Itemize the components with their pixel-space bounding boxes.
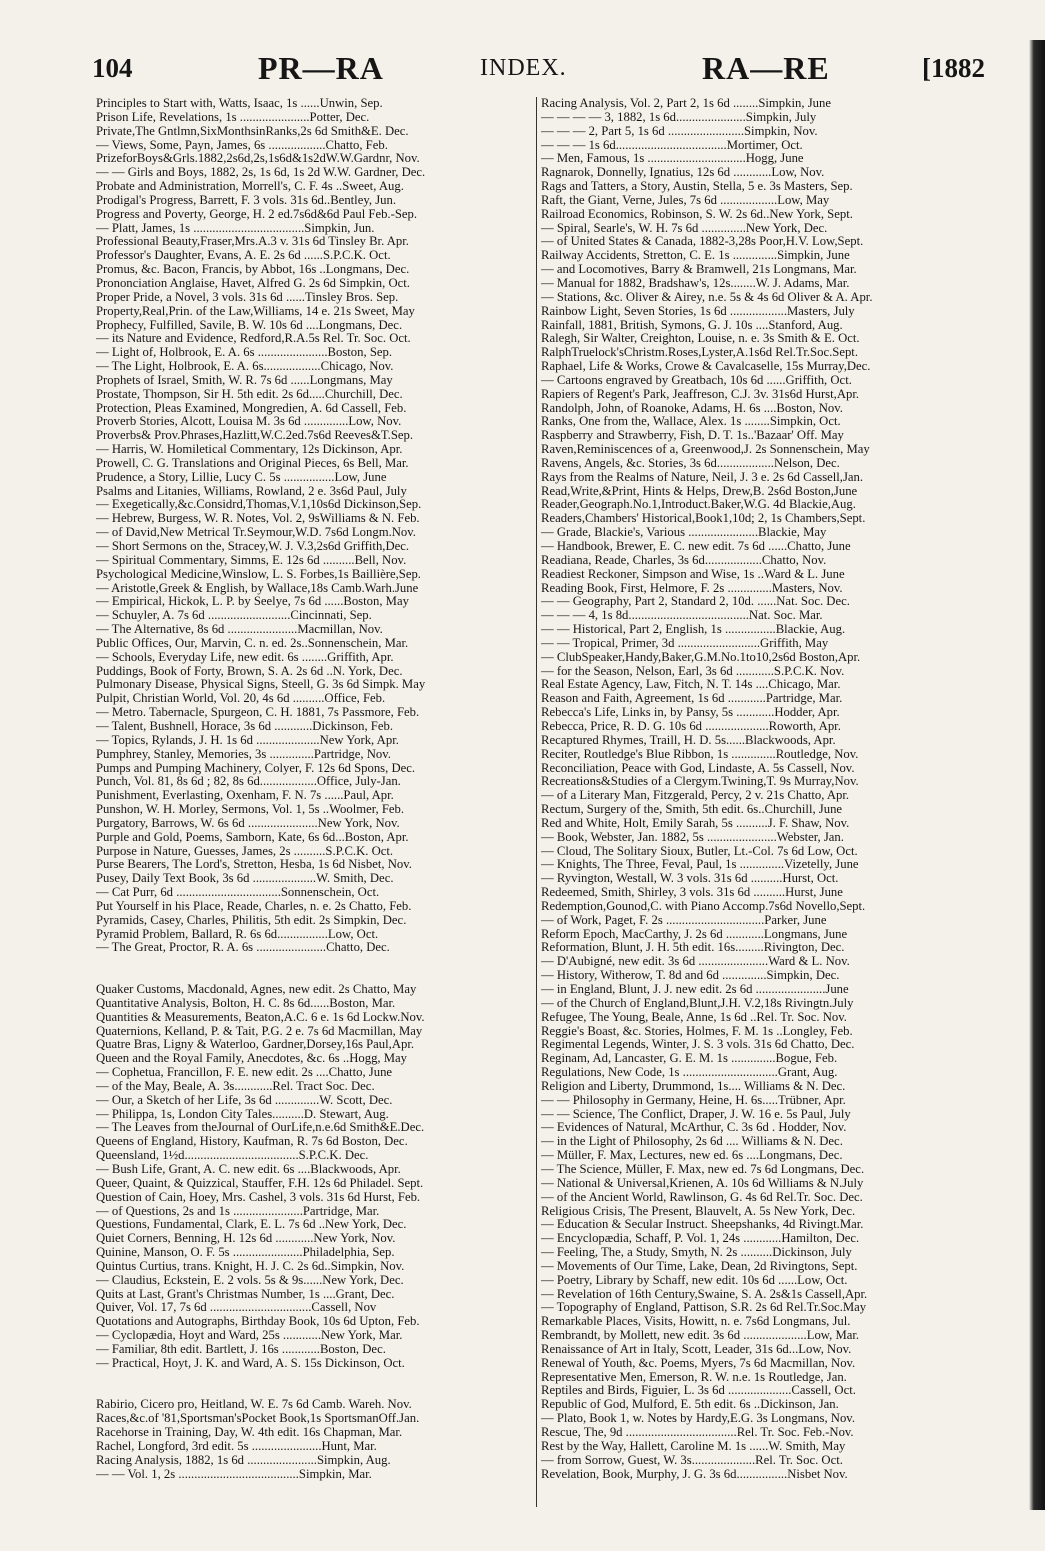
index-entry: Readiana, Reade, Charles, 3s 6d..................Chatto, Nov. [541, 553, 827, 567]
index-entry: Pulmonary Disease, Physical Signs, Steell, G. 3s 6d Simpk. May [96, 678, 426, 692]
index-entry: Purple and Gold, Poems, Samborn, Kate, 6s 6d...Boston, Apr. [96, 830, 409, 844]
index-entry: — — — 4, 1s 8d......................................Nat. Soc. Mar. [541, 609, 823, 623]
index-entry: RalphTruelock'sChristm.Roses,Lyster,A.1s6d Rel.Tr.Soc.Sept. [541, 346, 858, 360]
index-entry: Reformation, Blunt, J. H. 5th edit. 16s.........Rivington, Dec. [541, 941, 845, 955]
index-entry: Queer, Quaint, & Quizzical, Stauffer, F.H. 12s 6d Philadel. Sept. [96, 1176, 424, 1190]
index-entry: — Cat Purr, 6d .................................Sonnenschein, Oct. [96, 886, 380, 900]
index-entry: Progress and Poverty, George, H. 2 ed.7s6d&6d Paul Feb.-Sep. [96, 207, 418, 221]
index-entry: Queens of England, History, Kaufman, R. 7s 6d Boston, Dec. [96, 1135, 408, 1149]
index-entry: Prowell, C. G. Translations and Original Pieces, 6s Bell, Mar. [96, 456, 409, 470]
index-entry: Quaternions, Kelland, P. & Tait, P.G. 2 e. 7s 6d Macmillan, May [96, 1024, 423, 1038]
index-entry: Prononciation Anglaise, Havet, Alfred G. 2s 6d Simpkin, Oct. [96, 276, 410, 290]
index-entry: — Schuyler, A. 7s 6d ..........................Cincinnati, Sep. [96, 609, 372, 623]
index-entry: — Knights, The Three, Feval, Paul, 1s ..............Vizetelly, June [541, 858, 859, 872]
index-entry: Read,Write,&Print, Hints & Helps, Drew,B. 2s6d Boston,June [541, 484, 858, 498]
index-entry: — of a Literary Man, Fitzgerald, Percy, 2 v. 21s Chatto, Apr. [541, 789, 850, 803]
index-entry: Quiver, Vol. 17, 7s 6d ................................Cassell, Nov [96, 1301, 377, 1315]
index-entry: — Light of, Holbrook, E. A. 6s ......................Boston, Sep. [96, 346, 393, 360]
index-entry: Raft, the Giant, Verne, Jules, 7s 6d ..................Low, May [541, 193, 830, 207]
index-entry: Renewal of Youth, &c. Poems, Myers, 7s 6d Macmillan, Nov. [541, 1356, 856, 1370]
index-entry: Rapiers of Regent's Park, Jeaffreson, C.J. 3v. 31s6d Hurst,Apr. [541, 387, 860, 401]
index-entry: — in England, Blunt, J. J. new edit. 2s 6d ......................June [541, 983, 849, 996]
index-entry: — Our, a Sketch of her Life, 3s 6d ..............W. Scott, Dec. [96, 1093, 393, 1107]
index-entry: — Poetry, Library by Schaff, new edit. 10s 6d ......Low, Oct. [541, 1273, 848, 1287]
index-entry: Reading Book, First, Helmore, F. 2s ..............Masters, Nov. [541, 581, 843, 595]
page-header [0, 48, 1045, 88]
index-entry: Purse Bearers, The Lord's, Stretton, Hesba, 1s 6d Nisbet, Nov. [96, 858, 412, 872]
index-entry: Puddings, Book of Forty, Brown, S. A. 2s 6d ..N. York, Dec. [96, 664, 403, 678]
index-entry: — Short Sermons on the, Stracey,W. J. V.3,2s6d Griffith,Dec. [96, 540, 410, 553]
index-entry: Pusey, Daily Text Book, 3s 6d ....................W. Smith, Dec. [96, 872, 394, 886]
index-entry: Punch, Vol. 81, 8s 6d ; 82, 8s 6d..................Office, July-Jan. [96, 775, 401, 789]
index-entry: — — Science, The Conflict, Draper, J. W. 16 e. 5s Paul, July [541, 1107, 851, 1121]
index-entry: Rembrandt, by Mollett, new edit. 3s 6d ....................Low, Mar. [541, 1329, 860, 1343]
index-entry: — Claudius, Eckstein, E. 2 vols. 5s & 9s......New York, Dec. [96, 1273, 404, 1287]
index-entry: — D'Aubigné, new edit. 3s 6d ......................Ward & L. Nov. [541, 955, 850, 969]
index-entry: Remarkable Places, Visits, Howitt, n. e. 7s6d Longmans, Jul. [541, 1315, 851, 1329]
index-entry: Quotations and Autographs, Birthday Book, 10s 6d Upton, Feb. [96, 1315, 420, 1329]
index-entry: Probate and Administration, Morrell's, C. F. 4s ..Sweet, Aug. [96, 180, 404, 194]
index-entry: Quantitative Analysis, Bolton, H. C. 8s 6d......Boston, Mar. [96, 996, 396, 1010]
index-entry: — National & Universal,Krienen, A. 10s 6d Williams & N.July [541, 1176, 864, 1190]
index-entry: Renaissance of Art in Italy, Scott, Leader, 31s 6d...Low, Nov. [541, 1342, 852, 1356]
index-entry: Raven,Reminiscences of a, Greenwood,J. 2s Sonnenschein, May [541, 443, 870, 457]
index-entry: — Book, Webster, Jan. 1882, 5s ......................Webster, Jan. [541, 830, 844, 844]
index-entry: Religious Crisis, The Present, Blauvelt, A. 5s New York, Dec. [541, 1204, 856, 1218]
index-entry: — Handbook, Brewer, E. C. new edit. 7s 6d ......Chatto, June [541, 540, 851, 553]
index-entry: Republic of God, Mulford, E. 5th edit. 6s ..Dickinson, Jan. [541, 1398, 839, 1412]
index-entry: Ragnarok, Donnelly, Ignatius, 12s 6d ............Low, Nov. [541, 166, 825, 180]
index-entry: Rest by the Way, Hallett, Caroline M. 1s ......W. Smith, May [541, 1439, 846, 1453]
index-entry: — Hebrew, Burgess, W. R. Notes, Vol. 2, 9sWilliams & N. Feb. [96, 512, 420, 526]
index-entry: Real Estate Agency, Law, Fitch, N. T. 14s ....Chicago, Mar. [541, 678, 841, 692]
index-entry: — of the Church of England,Blunt,J.H. V.2,18s Rivingtn.July [541, 996, 854, 1010]
index-entry: — Topics, Rylands, J. H. 1s 6d ....................New York, Apr. [96, 733, 399, 747]
right-range-heading: RA—RE [702, 50, 830, 86]
index-entry: Rags and Tatters, a Story, Austin, Stella, 5 e. 3s Masters, Sep. [541, 180, 853, 194]
index-entry: — its Nature and Evidence, Redford,R.A.5s Rel. Tr. Soc. Oct. [96, 332, 411, 346]
index-entry: Raphael, Life & Works, Crowe & Cavalcaselle, 15s Murray,Dec. [541, 360, 871, 374]
index-entry: Rebecca, Price, R. D. G. 10s 6d ....................Roworth, Apr. [541, 719, 841, 733]
index-entry: Refugee, The Young, Beale, Anne, 1s 6d ..Rel. Tr. Soc. Nov. [541, 1010, 847, 1024]
index-entry: Reginam, Ad, Lancaster, G. E. M. 1s ..............Bogue, Feb. [541, 1052, 838, 1066]
index-entry: Professor's Daughter, Evans, A. E. 2s 6d ......S.P.C.K. Oct. [96, 249, 391, 263]
index-entry: — Metro. Tabernacle, Spurgeon, C. H. 1881, 7s Passmore, Feb. [96, 706, 420, 720]
index-entry: — Views, Some, Payn, James, 6s ..................Chatto, Feb. [96, 138, 388, 152]
index-entry: Raspberry and Strawberry, Fish, D. T. 1s..'Bazaar' Off. May [541, 429, 844, 443]
index-entry: — Men, Famous, 1s ...............................Hogg, June [541, 152, 804, 166]
index-entry: — Feeling, The, a Study, Smyth, N. 2s ..........Dickinson, July [541, 1246, 852, 1260]
index-entry: Prudence, a Story, Lillie, Lucy C. 5s ................Low, June [96, 470, 387, 484]
index-entry: Quantities & Measurements, Beaton,A.C. 6 e. 1s 6d Lockw.Nov. [96, 1010, 425, 1024]
index-entry: Readiest Reckoner, Simpson and Wise, 1s ..Ward & L. June [541, 567, 845, 581]
index-entry: Punshon, W. H. Morley, Sermons, Vol. 1, 5s ..Woolmer, Feb. [96, 803, 405, 817]
index-entry: — Harris, W. Homiletical Commentary, 12s Dickinson, Apr. [96, 443, 403, 457]
index-entry: Ralegh, Sir Walter, Creighton, Louise, n. e. 3s Smith & E. Oct. [541, 332, 860, 346]
index-entry: — Revelation of 16th Century,Swaine, S. A. 2s&1s Cassell,Apr. [541, 1287, 868, 1301]
left-range-heading: PR—RA [258, 50, 384, 86]
index-entry: Rainbow Light, Seven Stories, 1s 6d ..................Masters, July [541, 304, 855, 318]
index-entry: — from Sorrow, Guest, W. 3s....................Rel. Tr. Soc. Oct. [541, 1453, 843, 1467]
index-entry: — Aristotle,Greek & English, by Wallace,18s Camb.Warh.June [96, 581, 419, 595]
index-entry: — Movements of Our Time, Lake, Dean, 2d Rivingtons, Sept. [541, 1259, 858, 1273]
index-entry: — for the Season, Nelson, Earl, 3s 6d ............S.P.C.K. Nov. [541, 664, 845, 678]
index-entry: — ClubSpeaker,Handy,Baker,G.M.No.1to10,2s6d Boston,Apr. [541, 650, 861, 664]
index-entry: Races,&c.of '81,Sportsman'sPocket Book,1s SportsmanOff.Jan. [96, 1412, 420, 1426]
section-gap [96, 1371, 532, 1385]
index-entry: Proverbs& Prov.Phrases,Hazlitt,W.C.2ed.7s6d Reeves&T.Sep. [96, 429, 414, 443]
index-entry: Reconciliation, Peace with God, Lindaste, A. 5s Cassell, Nov. [541, 761, 855, 775]
index-entry: Prison Life, Revelations, 1s ......................Potter, Dec. [96, 110, 370, 124]
index-entry: — Ryvington, Westall, W. 3 vols. 31s 6d ..........Hurst, Oct. [541, 872, 839, 886]
index-entry: — and Locomotives, Barry & Bramwell, 21s Longmans, Mar. [541, 263, 857, 277]
index-entry: Quaker Customs, Macdonald, Agnes, new edit. 2s Chatto, May [96, 983, 417, 996]
index-entry: — The Leaves from theJournal of OurLife,n.e.6d Smith&E.Dec. [96, 1121, 425, 1135]
index-entry: — Talent, Bushnell, Horace, 3s 6d ............Dickinson, Feb. [96, 719, 393, 733]
index-entry: — Topography of England, Pattison, S.R. 2s 6d Rel.Tr.Soc.May [541, 1301, 867, 1315]
right-index-column [541, 97, 967, 1481]
index-entry: Reader,Geograph.No.1,Introduct.Baker,W.G. 4d Blackie,Aug. [541, 498, 856, 512]
index-entry: Randolph, John, of Roanoke, Adams, H. 6s ....Boston, Nov. [541, 401, 843, 415]
index-entry: — — Philosophy in Germany, Heine, H. 6s.....Trübner, Apr. [541, 1093, 846, 1107]
section-gap [96, 1384, 532, 1398]
index-entry: — Philippa, 1s, London City Tales..........D. Stewart, Aug. [96, 1107, 389, 1121]
index-entry: — — Tropical, Primer, 3d ..........................Griffith, May [541, 636, 829, 650]
index-entry: — Manual for 1882, Bradshaw's, 12s........W. J. Adams, Mar. [541, 276, 850, 290]
index-entry: Principles to Start with, Watts, Isaac, 1s ......Unwin, Sep. [96, 97, 383, 110]
index-entry: — — — — 3, 1882, 1s 6d......................Simpkin, July [541, 110, 817, 124]
index-entry: Readers,Chambers' Historical,Book1,10d; 2, 1s Chambers,Sept. [541, 512, 866, 526]
index-entry: Pyramids, Casey, Charles, Philitis, 5th edit. 2s Simpkin, Dec. [96, 913, 407, 927]
index-entry: — of the May, Beale, A. 3s............Rel. Tract Soc. Dec. [96, 1079, 375, 1093]
index-entry: — — Vol. 1, 2s ......................................Simpkin, Mar. [96, 1467, 372, 1481]
index-entry: Protection, Pleas Examined, Mongredien, A. 6d Cassell, Feb. [96, 401, 407, 415]
index-entry: — of the Ancient World, Rawlinson, G. 4s 6d Rel.Tr. Soc. Dec. [541, 1190, 863, 1204]
index-title: INDEX. [480, 55, 567, 81]
index-entry: — Evidences of Natural, McArthur, C. 3s 6d . Hodder, Nov. [541, 1121, 847, 1135]
index-entry: Ranks, One from the, Wallace, Alex. 1s ........Simpkin, Oct. [541, 415, 841, 429]
index-entry: Regimental Legends, Winter, J. S. 3 vols. 31s 6d Chatto, Dec. [541, 1038, 855, 1052]
index-entry: Racehorse in Training, Day, W. 4th edit. 16s Chapman, Mar. [96, 1426, 403, 1439]
index-entry: Promus, &c. Bacon, Francis, by Abbot, 16s ..Longmans, Dec. [96, 263, 410, 277]
index-entry: — Cloud, The Solitary Sioux, Butler, Lt.-Col. 7s 6d Low, Oct. [541, 844, 858, 858]
index-entry: — Cartoons engraved by Greatbach, 10s 6d ......Griffith, Oct. [541, 373, 852, 387]
index-entry: — Practical, Hoyt, J. K. and Ward, A. S. 15s Dickinson, Oct. [96, 1356, 405, 1370]
index-entry: — The Alternative, 8s 6d ......................Macmillan, Nov. [96, 623, 383, 637]
index-entry: Quiet Corners, Benning, H. 12s 6d ............New York, Nov. [96, 1232, 396, 1246]
index-entry: Reciter, Routledge's Blue Ribbon, 1s ..............Routledge, Nov. [541, 747, 859, 761]
index-entry: Reason and Faith, Agreement, 1s 6d ............Partridge, Mar. [541, 692, 843, 706]
index-entry: — History, Witherow, T. 8d and 6d ..............Simpkin, Dec. [541, 969, 840, 983]
index-entry: — Encyclopædia, Schaff, P. Vol. 1, 24s ............Hamilton, Dec. [541, 1232, 860, 1246]
index-entry: — — Historical, Part 2, English, 1s ................Blackie, Aug. [541, 623, 846, 637]
index-entry: Put Yourself in his Place, Reade, Charles, n. e. 2s Chatto, Feb. [96, 899, 412, 913]
page-edge-shadow [1029, 40, 1045, 1510]
index-entry: Punishment, Everlasting, Oxenham, F. N. 7s ......Paul, Apr. [96, 789, 394, 803]
index-entry: Quits at Last, Grant's Christmas Number, 1s ....Grant, Dec. [96, 1287, 395, 1301]
index-entry: — Spiral, Searle's, W. H. 7s 6d ..............New York, Dec. [541, 221, 828, 235]
index-entry: Purpose in Nature, Guesses, James, 2s ..........S.P.C.K. Oct. [96, 844, 394, 858]
index-entry: Prodigal's Progress, Barrett, F. 3 vols. 31s 6d..Bentley, Jun. [96, 193, 397, 207]
index-entry: Property,Real,Prin. of the Law,Williams, 14 e. 21s Sweet, May [96, 304, 415, 318]
index-entry: — The Great, Proctor, R. A. 6s ......................Chatto, Dec. [96, 941, 390, 955]
index-entry: — — Geography, Part 2, Standard 2, 10d. ......Nat. Soc. Dec. [541, 595, 850, 609]
index-entry: Rabirio, Cicero pro, Heitland, W. E. 7s 6d Camb. Wareh. Nov. [96, 1398, 412, 1412]
year-label: [1882 [922, 53, 985, 83]
index-entry: Prostate, Thompson, Sir H. 5th edit. 2s 6d.....Churchill, Dec. [96, 387, 403, 401]
index-entry: — in the Light of Philosophy, 2s 6d .... Williams & N. Dec. [541, 1135, 843, 1149]
index-entry: Racing Analysis, 1882, 1s 6d ......................Simpkin, Aug. [96, 1453, 391, 1467]
index-entry: — Plato, Book 1, w. Notes by Hardy,E.G. 3s Longmans, Nov. [541, 1412, 855, 1426]
index-entry: Railroad Economics, Robinson, S. W. 2s 6d..New York, Sept. [541, 207, 853, 221]
index-entry: Reform Epoch, MacCarthy, J. 2s 6d ............Longmans, June [541, 927, 848, 941]
index-entry: Ravens, Angels, &c. Stories, 3s 6d..................Nelson, Dec. [541, 456, 840, 470]
index-entry: Railway Accidents, Stretton, C. E. 1s ..............Simpkin, June [541, 249, 850, 263]
column-divider [536, 97, 537, 1507]
index-entry: — The Light, Holbrook, E. A. 6s..................Chicago, Nov. [96, 360, 394, 374]
index-entry: Prophets of Israel, Smith, W. R. 7s 6d ......Longmans, May [96, 373, 393, 387]
index-entry: — Bush Life, Grant, A. C. new edit. 6s ....Blackwoods, Apr. [96, 1162, 401, 1176]
index-entry: Proverb Stories, Alcott, Louisa M. 3s 6d ..............Low, Nov. [96, 415, 402, 429]
index-entry: Quintus Curtius, trans. Knight, H. J. C. 2s 6d..Simpkin, Nov. [96, 1259, 405, 1273]
index-entry: Redemption,Gounod,C. with Piano Accomp.7s6d Novello,Sept. [541, 899, 866, 913]
index-entry: Red and White, Holt, Emily Sarah, 5s ..........J. F. Shaw, Nov. [541, 816, 850, 830]
index-entry: Rachel, Longford, 3rd edit. 5s ......................Hunt, Mar. [96, 1439, 377, 1453]
index-entry: — Empirical, Hickok, L. P. by Seelye, 7s 6d ......Boston, May [96, 595, 409, 609]
index-entry: Pumps and Pumping Machinery, Colyer, F. 12s 6d Spons, Dec. [96, 761, 416, 775]
index-entry: Question of Cain, Hoey, Mrs. Cashel, 3 vols. 31s 6d Hurst, Feb. [96, 1190, 421, 1204]
index-entry: — Platt, James, 1s ...................................Simpkin, Jun. [96, 221, 375, 235]
index-entry: Racing Analysis, Vol. 2, Part 2, 1s 6d ........Simpkin, June [541, 97, 831, 110]
index-entry: — Grade, Blackie's, Various ......................Blackie, May [541, 526, 827, 540]
index-entry: Rescue, The, 9d ...................................Rel. Tr. Soc. Feb.-Nov. [541, 1426, 854, 1439]
index-entry: — — — 1s 6d...................................Mortimer, Oct. [541, 138, 803, 152]
section-gap [96, 969, 532, 983]
index-entry: Quinine, Manson, O. F. 5s ......................Philadelphia, Sep. [96, 1246, 395, 1260]
index-entry: Regulations, New Code, 1s ..............................Grant, Aug. [541, 1066, 838, 1080]
index-entry: — of United States & Canada, 1882-3,28s Poor,H.V. Low,Sept. [541, 235, 864, 249]
index-entry: — Familiar, 8th edit. Bartlett, J. 16s ............Boston, Dec. [96, 1342, 386, 1356]
index-entry: Private,The Gntlmn,SixMonthsinRanks,2s 6d Smith&E. Dec. [96, 124, 409, 138]
index-entry: Redeemed, Smith, Shirley, 3 vols. 31s 6d ..........Hurst, June [541, 886, 843, 900]
index-entry: Quatre Bras, Ligny & Waterloo, Gardner,Dorsey,16s Paul,Apr. [96, 1038, 415, 1052]
index-entry: — of David,New Metrical Tr.Seymour,W.D. 7s6d Longm.Nov. [96, 526, 416, 540]
index-entry: Psychological Medicine,Winslow, L. S. Forbes,1s Baillière,Sep. [96, 567, 421, 581]
index-entry: — of Work, Paget, F. 2s ...............................Parker, June [541, 913, 827, 927]
index-entry: — — — 2, Part 5, 1s 6d ........................Simpkin, Nov. [541, 124, 818, 138]
index-entry: — — Girls and Boys, 1882, 2s, 1s 6d, 1s 2d W.W. Gardner, Dec. [96, 166, 426, 180]
index-entry: Queensland, 1½d....................................S.P.C.K. Dec. [96, 1149, 369, 1163]
index-entry: — Stations, &c. Oliver & Airey, n.e. 5s & 4s 6d Oliver & A. Apr. [541, 290, 873, 304]
index-entry: — Müller, F. Max, Lectures, new ed. 6s ....Longmans, Dec. [541, 1149, 843, 1163]
index-entry: — Cophetua, Francillon, F. E. new edit. 2s ....Chatto, June [96, 1066, 393, 1080]
index-entry: — The Science, Müller, F. Max, new ed. 7s 6d Longmans, Dec. [541, 1162, 865, 1176]
index-entry: Religion and Liberty, Drummond, 1s.... Williams & N. Dec. [541, 1079, 846, 1093]
index-entry: Rainfall, 1881, British, Symons, G. J. 10s ....Stanford, Aug. [541, 318, 843, 332]
index-entry: — Schools, Everyday Life, new edit. 6s ........Griffith, Apr. [96, 650, 394, 664]
index-entry: — Education & Secular Instruct. Sheepshanks, 4d Rivingt.Mar. [541, 1218, 864, 1232]
index-entry: Questions, Fundamental, Clark, E. L. 7s 6d ..New York, Dec. [96, 1218, 407, 1232]
index-entry: Purgatory, Barrows, W. 6s 6d ......................New York, Nov. [96, 816, 400, 830]
left-index-column [96, 97, 532, 1481]
index-entry: Public Offices, Our, Marvin, C. n. ed. 2s..Sonnenschein, Mar. [96, 636, 409, 650]
index-entry: — Cyclopædia, Hoyt and Ward, 25s ............New York, Mar. [96, 1329, 403, 1343]
page-number: 104 [92, 53, 133, 83]
section-gap [96, 955, 532, 969]
index-entry: Pyramid Problem, Ballard, R. 6s 6d................Low, Oct. [96, 927, 379, 941]
index-entry: Revelation, Book, Murphy, J. G. 3s 6d................Nisbet Nov. [541, 1467, 848, 1481]
index-entry: Psalms and Litanies, Williams, Rowland, 2 e. 3s6d Paul, July [96, 484, 407, 498]
index-entry: Proper Pride, a Novel, 3 vols. 31s 6d ......Tinsley Bros. Sep. [96, 290, 399, 304]
index-entry: Recaptured Rhymes, Traill, H. D. 5s......Blackwoods, Apr. [541, 733, 836, 747]
index-entry: Rebecca's Life, Links in, by Pansy, 5s ............Hodder, Apr. [541, 706, 840, 720]
index-entry: — of Questions, 2s and 1s ......................Partridge, Mar. [96, 1204, 380, 1218]
index-entry: Representative Men, Emerson, R. W. n.e. 1s Routledge, Jan. [541, 1370, 847, 1384]
index-entry: Rays from the Realms of Nature, Neil, J. 3 e. 2s 6d Cassell,Jan. [541, 470, 864, 484]
index-entry: Pulpit, Christian World, Vol. 20, 4s 6d ..........Office, Feb. [96, 692, 386, 706]
index-entry: Reptiles and Birds, Figuier, L. 3s 6d ....................Cassell, Oct. [541, 1384, 856, 1398]
index-entry: — Spiritual Commentary, Simms, E. 12s 6d ..........Bell, Nov. [96, 553, 407, 567]
index-entry: PrizeforBoys&Grls.1882,2s6d,2s,1s6d&1s2dW.W.Gardnr, Nov. [96, 152, 420, 166]
index-entry: Prophecy, Fulfilled, Savile, B. W. 10s 6d ....Longmans, Dec. [96, 318, 403, 332]
index-entry: — Exegetically,&c.Considrd,Thomas,V.1,10s6d Dickinson,Sep. [96, 498, 422, 512]
index-entry: Queen and the Royal Family, Anecdotes, &c. 6s ..Hogg, May [96, 1052, 408, 1066]
index-entry: Pumphrey, Stanley, Memories, 3s ..............Partridge, Nov. [96, 747, 391, 761]
index-entry: Recreations&Studies of a Clergym.Twining,T. 9s Murray,Nov. [541, 775, 859, 789]
index-entry: Rectum, Surgery of the, Smith, 5th edit. 6s..Churchill, June [541, 803, 843, 817]
index-entry: Professional Beauty,Fraser,Mrs.A.3 v. 31s 6d Tinsley Br. Apr. [96, 235, 409, 249]
index-entry: Reggie's Boast, &c. Stories, Holmes, F. M. 1s ..Longley, Feb. [541, 1024, 853, 1038]
